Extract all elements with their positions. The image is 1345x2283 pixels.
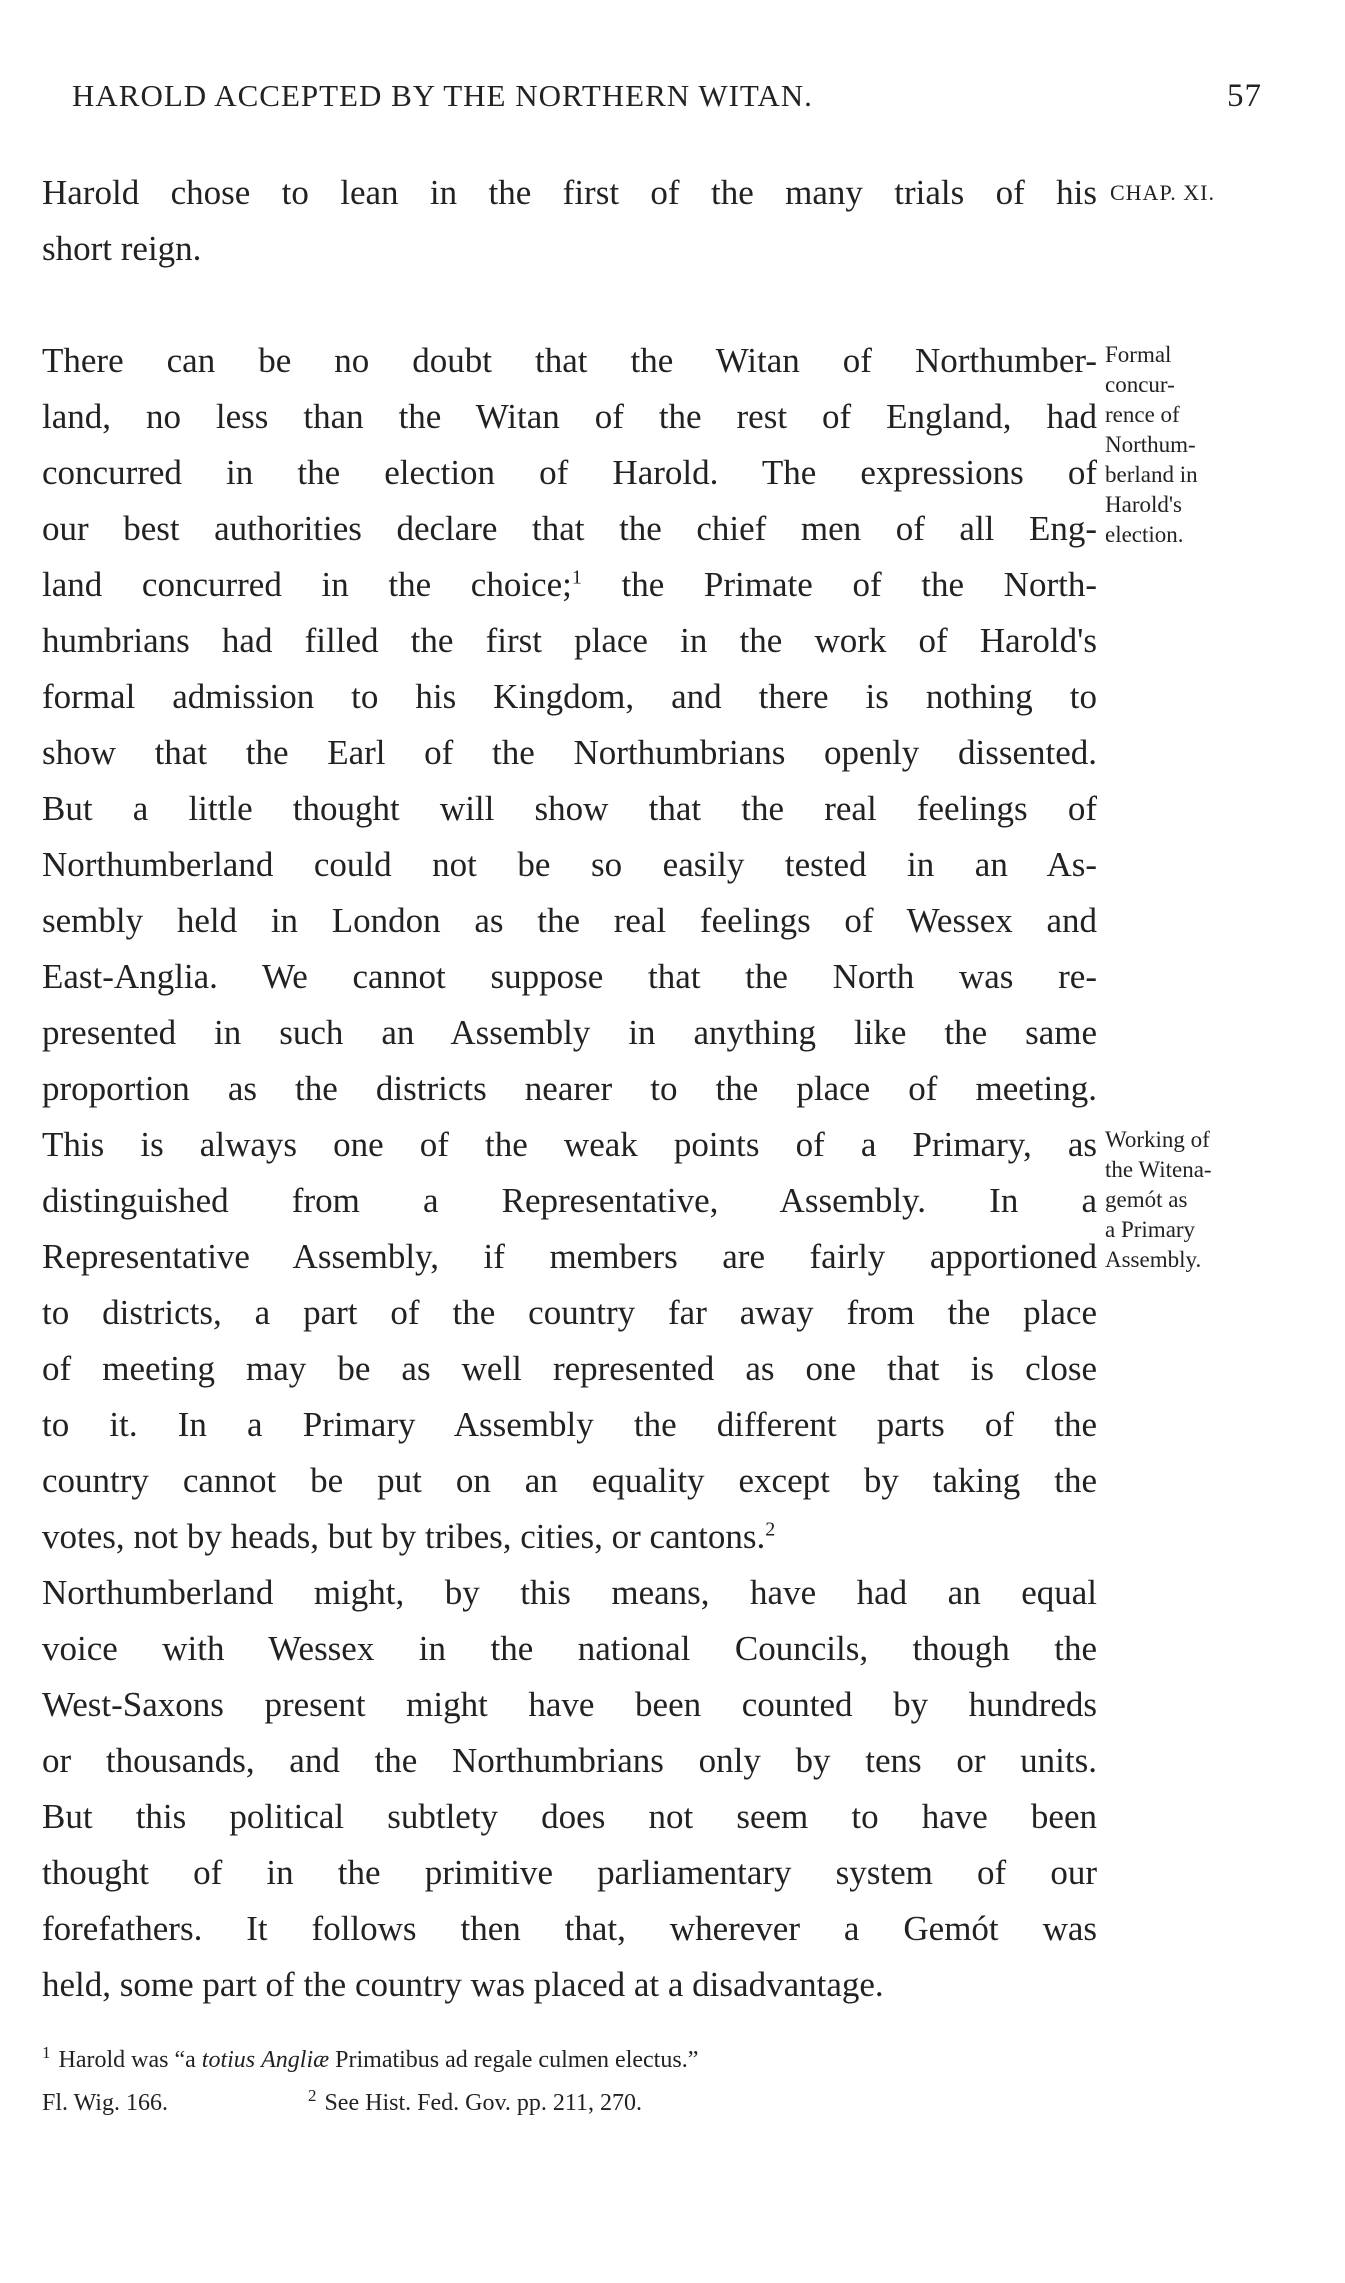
text-line: proportion as the districts nearer to the place of meeting. (42, 1069, 1097, 1108)
text-line: show that the Earl of the Northumbrians openly dissented. (42, 733, 1097, 772)
margin-note-working-of-witenagemot (1105, 1125, 1255, 1275)
text-line: There can be no doubt that the Witan of Northumber- (42, 341, 1097, 380)
page-number: 57 (1227, 78, 1262, 114)
footnotes (42, 2035, 1222, 2121)
text-line: Northumberland might, by this means, have had an equal (42, 1573, 1097, 1612)
footnote-text: Harold was “a (58, 2047, 202, 2073)
text-fragment: land concurred in the choice; (42, 565, 572, 604)
text-line: This is always one of the weak points of a Primary, as (42, 1125, 1097, 1164)
text-line: to districts, a part of the country far away from the place (42, 1293, 1097, 1332)
margin-note-line: Harold's (1105, 492, 1182, 517)
text-line: distinguished from a Representative, Assembly. In a (42, 1181, 1097, 1220)
text-line: concurred in the election of Harold. The expressions of (42, 453, 1097, 492)
margin-note-line: Formal (1105, 342, 1172, 367)
text-line: forefathers. It follows then that, wherever a Gemót was (42, 1909, 1097, 1948)
footnote-1 (42, 2035, 1222, 2078)
margin-note-line: gemót as (1105, 1187, 1188, 1212)
text-fragment: the Primate of the North- (621, 565, 1097, 604)
text-line: of meeting may be as well represented as one that is close (42, 1349, 1097, 1388)
footnote-mark: 2 (765, 1518, 776, 1541)
text-line: thought of in the primitive parliamentary system of our (42, 1853, 1097, 1892)
text-line: voice with Wessex in the national Councils, though the (42, 1629, 1097, 1668)
margin-note-line: election. (1105, 522, 1184, 547)
footnote-mark: 1 (571, 566, 582, 589)
text-line: formal admission to his Kingdom, and there is nothing to (42, 677, 1097, 716)
text-line: country cannot be put on an equality except by taking the (42, 1461, 1097, 1500)
text-line-with-footnote (42, 557, 1097, 613)
footnote-number: 2 (307, 2086, 317, 2105)
text-line: short reign. (42, 229, 202, 268)
text-line-with-footnote (42, 1509, 1097, 1565)
paragraph-1 (42, 165, 1097, 277)
text-line: East-Anglia. We cannot suppose that the North was re- (42, 957, 1097, 996)
footnote-italic: Angliæ (261, 2047, 330, 2073)
text-line: Northumberland could not be so easily tested in an As- (42, 845, 1097, 884)
footnote-text: Fl. Wig. 166. (42, 2090, 168, 2116)
text-line: to it. In a Primary Assembly the different parts of the (42, 1405, 1097, 1444)
margin-note-line: berland in (1105, 462, 1198, 487)
running-title: HAROLD ACCEPTED BY THE NORTHERN WITAN. (72, 78, 813, 113)
text-line: But this political subtlety does not seem to have been (42, 1797, 1097, 1836)
text-line: Representative Assembly, if members are fairly apportioned (42, 1237, 1097, 1276)
text-fragment: votes, not by heads, but by tribes, cities, or cantons. (42, 1517, 766, 1556)
text-line: land, no less than the Witan of the rest of England, had (42, 397, 1097, 436)
text-line: or thousands, and the Northumbrians only by tens or units. (42, 1741, 1097, 1780)
margin-note-line: Assembly. (1105, 1247, 1202, 1272)
text-line: humbrians had filled the first place in the work of Harold's (42, 621, 1097, 660)
margin-note-line: concur- (1105, 372, 1175, 397)
footnote-text: See Hist. Fed. Gov. pp. 211, 270. (324, 2090, 642, 2116)
margin-note-line: the Witena- (1105, 1157, 1212, 1182)
text-line: our best authorities declare that the chief men of all Eng- (42, 509, 1097, 548)
margin-note-line: a Primary (1105, 1217, 1196, 1242)
text-line: But a little thought will show that the real feelings of (42, 789, 1097, 828)
paragraph-2 (42, 333, 1097, 2013)
chapter-label: CHAP. XI. (1110, 180, 1215, 205)
text-line: held, some part of the country was placed at a disadvantage. (42, 1965, 884, 2004)
margin-note-formal-concurrence (1105, 340, 1255, 550)
margin-note-line: Northum- (1105, 432, 1196, 457)
footnote-italic: totius (201, 2047, 256, 2073)
footnote-line-2 (42, 2078, 1222, 2121)
text-line: sembly held in London as the real feelings of Wessex and (42, 901, 1097, 940)
margin-note-line: Working of (1105, 1127, 1210, 1152)
text-line: West-Saxons present might have been counted by hundreds (42, 1685, 1097, 1724)
text-line: Harold chose to lean in the first of the many trials of his (42, 173, 1097, 212)
footnote-text: Primatibus ad regale culmen electus.” (329, 2047, 699, 2073)
margin-note-line: rence of (1105, 402, 1180, 427)
text-line: presented in such an Assembly in anything like the same (42, 1013, 1097, 1052)
footnote-2 (307, 2086, 642, 2116)
footnote-number: 1 (42, 2043, 51, 2062)
